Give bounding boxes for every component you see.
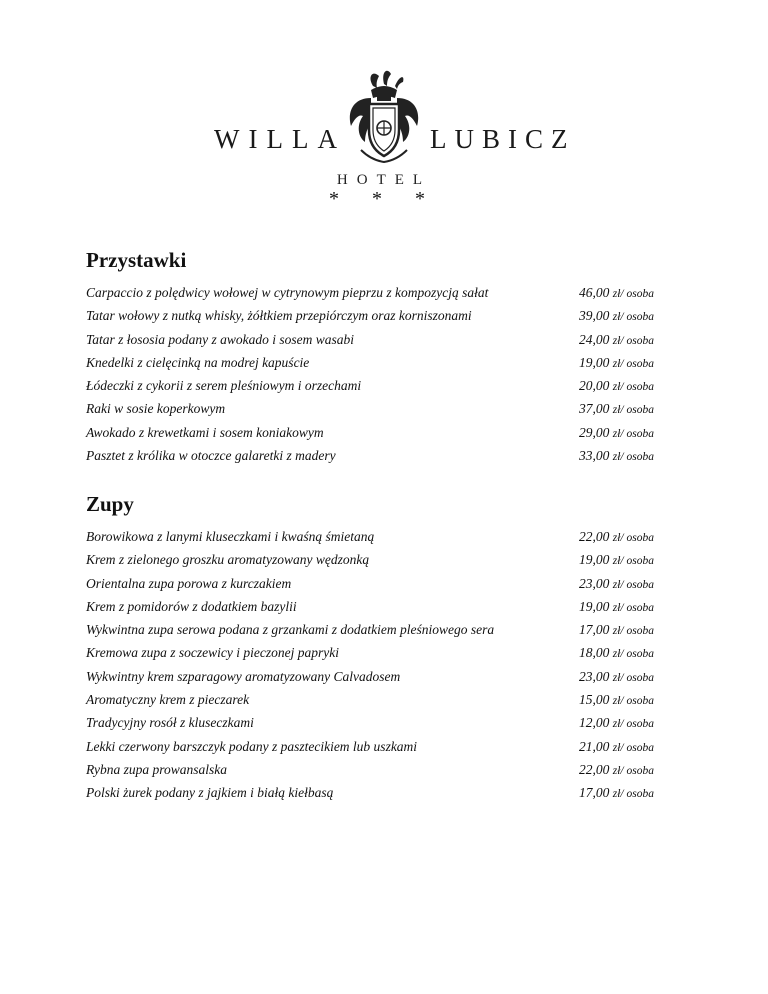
crest-logo-icon: [341, 68, 427, 168]
item-name: Lekki czerwony barszczyk podany z pasztecikiem lub uszkami: [86, 738, 418, 754]
item-price: 23,00: [579, 575, 610, 591]
item-name: Tatar z łososia podany z awokado i sosem wasabi: [86, 331, 355, 347]
item-price: 15,00: [579, 692, 610, 708]
item-name: Rybna zupa prowansalska: [86, 761, 228, 777]
item-price-block: [579, 781, 654, 806]
item-price-block: [579, 351, 654, 376]
item-price: 19,00: [579, 354, 610, 370]
item-price-block: [579, 444, 654, 469]
item-price: 33,00: [579, 448, 610, 464]
item-price-block: [579, 304, 654, 329]
item-price-block: [579, 328, 654, 353]
item-price: 12,00: [579, 715, 610, 731]
item-price: 21,00: [579, 738, 610, 754]
item-name: Aromatyczny krem z pieczarek: [86, 692, 250, 708]
item-unit: zł/ osoba: [612, 718, 654, 731]
item-price: 22,00: [579, 529, 610, 544]
menu-item: [86, 781, 686, 804]
item-price: 18,00: [579, 645, 610, 661]
item-name: Wykwintna zupa serowa podana z grzankami z dodatkiem pleśniowego sera: [86, 622, 495, 638]
item-price-block: [579, 421, 654, 446]
item-price-block: [579, 548, 654, 573]
item-price-block: [579, 711, 654, 736]
item-unit: zł/ osoba: [612, 451, 654, 464]
menu-item: [86, 735, 686, 758]
menu-item: [86, 421, 686, 444]
item-name: Pasztet z królika w otoczce galaretki z madery: [86, 448, 336, 464]
item-price-block: [579, 688, 654, 713]
item-unit: zł/ osoba: [612, 311, 654, 324]
menu-item: [86, 665, 686, 688]
menu-item: [86, 758, 686, 781]
item-name: Raki w sosie koperkowym: [86, 401, 226, 417]
hotel-header: [0, 68, 768, 218]
item-name: Tatar wołowy z nutką whisky, żółtkiem przepiórczym oraz korniszonami: [86, 308, 472, 324]
item-unit: zł/ osoba: [612, 404, 654, 417]
menu-item: [86, 328, 686, 351]
item-unit: zł/ osoba: [612, 357, 654, 370]
item-unit: zł/ osoba: [612, 788, 654, 801]
item-price-block: [579, 758, 654, 783]
item-price-block: [579, 641, 654, 666]
menu-item: [86, 304, 686, 327]
brand-name-left: WILLA: [214, 124, 346, 154]
item-name: Carpaccio z polędwicy wołowej w cytrynowym pieprzu z kompozycją sałat: [86, 285, 489, 300]
item-name: Awokado z krewetkami i sosem koniakowym: [86, 424, 324, 440]
menu-item: [86, 711, 686, 734]
menu-item: [86, 397, 686, 420]
item-price-block: [579, 374, 654, 399]
item-price-block: [579, 735, 654, 760]
item-unit: zł/ osoba: [612, 334, 654, 347]
item-price: 37,00: [579, 401, 610, 417]
menu-item: [86, 525, 686, 548]
menu-item: [86, 595, 686, 618]
item-unit: zł/ osoba: [612, 427, 654, 440]
item-unit: zł/ osoba: [612, 578, 654, 591]
menu-item: [86, 281, 686, 304]
item-unit: zł/ osoba: [612, 648, 654, 661]
item-unit: zł/ osoba: [612, 764, 654, 777]
item-price: 46,00: [579, 285, 610, 300]
brand-name-right: LUBICZ: [430, 124, 576, 154]
star-rating: * * *: [329, 188, 439, 210]
item-price-block: [579, 397, 654, 422]
item-name: Knedelki z cielęcinką na modrej kapuście: [86, 354, 310, 370]
item-price: 19,00: [579, 552, 610, 568]
item-price-block: [579, 618, 654, 643]
item-price: 23,00: [579, 668, 610, 684]
item-name: Krem z pomidorów z dodatkiem bazylii: [86, 598, 297, 614]
item-price: 19,00: [579, 598, 610, 614]
item-name: Łódeczki z cykorii z serem pleśniowym i orzechami: [86, 378, 362, 394]
item-name: Orientalna zupa porowa z kurczakiem: [86, 575, 292, 591]
item-unit: zł/ osoba: [612, 741, 654, 754]
item-unit: zł/ osoba: [612, 288, 654, 300]
section-zupy: [86, 492, 686, 805]
menu-item: [86, 351, 686, 374]
menu-item: [86, 641, 686, 664]
menu-item: [86, 548, 686, 571]
menu-item: [86, 572, 686, 595]
item-price-block: [579, 595, 654, 620]
menu-item: [86, 374, 686, 397]
item-price: 24,00: [579, 331, 610, 347]
section-przystawki: [86, 248, 686, 467]
menu-item: [86, 688, 686, 711]
item-name: Krem z zielonego groszku aromatyzowany wędzonką: [86, 552, 370, 568]
item-unit: zł/ osoba: [612, 601, 654, 614]
item-name: Polski żurek podany z jajkiem i białą kiełbasą: [86, 785, 334, 801]
item-name: Kremowa zupa z soczewicy i pieczonej papryki: [86, 645, 339, 661]
hotel-subtitle: HOTEL: [336, 172, 432, 188]
item-price: 17,00: [579, 622, 610, 638]
item-unit: zł/ osoba: [612, 532, 654, 544]
item-name: Wykwintny krem szparagowy aromatyzowany Calvadosem: [86, 668, 401, 684]
item-price: 17,00: [579, 785, 610, 801]
item-price-block: [579, 665, 654, 690]
item-unit: zł/ osoba: [612, 555, 654, 568]
item-price-block: [579, 572, 654, 597]
item-unit: zł/ osoba: [612, 671, 654, 684]
item-price-block: [579, 525, 654, 550]
section-title: Zupy: [86, 492, 134, 516]
item-unit: zł/ osoba: [612, 625, 654, 638]
menu-item: [86, 618, 686, 641]
item-unit: zł/ osoba: [612, 695, 654, 708]
item-price: 39,00: [579, 308, 610, 324]
item-name: Borowikowa z lanymi kluseczkami i kwaśną śmietaną: [86, 529, 375, 544]
item-unit: zł/ osoba: [612, 381, 654, 394]
section-title: Przystawki: [86, 248, 187, 272]
item-price-block: [579, 281, 654, 306]
item-price: 22,00: [579, 761, 610, 777]
item-price: 29,00: [579, 424, 610, 440]
item-price: 20,00: [579, 378, 610, 394]
menu-item: [86, 444, 686, 467]
item-name: Tradycyjny rosół z kluseczkami: [86, 715, 254, 731]
